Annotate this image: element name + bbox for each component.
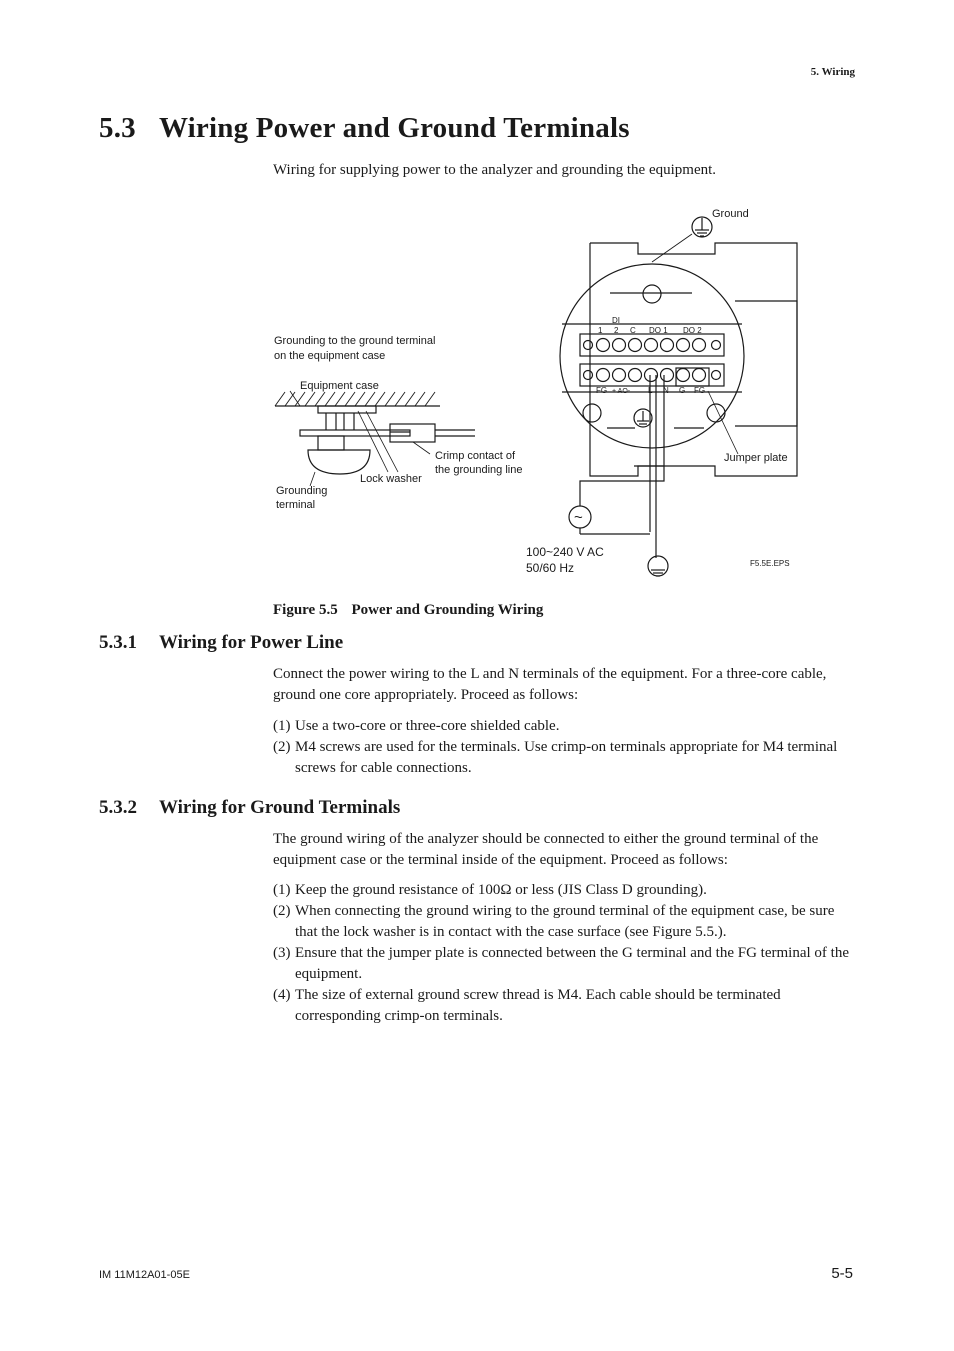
subsection-532-text: Wiring for Ground Terminals [159, 797, 401, 818]
label-g: G [679, 386, 686, 395]
label-on-case: on the equipment case [274, 350, 386, 362]
label-power-1: 100~240 V AC [526, 545, 604, 559]
list-item-number: (1) [273, 718, 291, 734]
list-item [273, 716, 858, 737]
figure-caption [273, 602, 543, 619]
section-title-text: Wiring Power and Ground Terminals [159, 112, 630, 144]
subsection-531-text: Wiring for Power Line [159, 632, 344, 653]
enclosure-top [590, 243, 797, 300]
label-tc: C [630, 326, 636, 335]
figure-number: Figure 5.5 [273, 602, 338, 618]
bolt-shank [318, 436, 344, 450]
label-n: N [663, 386, 669, 395]
label-lock-washer: Lock washer [360, 473, 422, 485]
label-crimp-1: Crimp contact of [435, 450, 516, 462]
upper-terminal-block [580, 334, 724, 356]
list-item-text: M4 screws are used for the terminals. Use crimp-on terminals appropriate for M4 terminal screws for cable connections. [295, 739, 838, 776]
label-equipment-case: Equipment case [300, 380, 379, 392]
subsection-531-title [99, 632, 343, 654]
list-item-text: Ensure that the jumper plate is connected between the G terminal and the FG terminal of the equipment. [295, 945, 849, 982]
subsection-531-paragraph: Connect the power wiring to the L and N terminals of the equipment. For a three-core cable, ground one core appropriately. Proceed as follows: [273, 666, 827, 703]
crimp-contact [390, 424, 435, 442]
list-item-text: When connecting the ground wiring to the ground terminal of the equipment case, be sure that the lock washer is in contact with the case surface (see Figure 5.5.). [295, 903, 835, 940]
label-power-2: 50/60 Hz [526, 561, 575, 575]
crimp-plate [300, 430, 410, 436]
intro-text: Wiring for supplying power to the analyzer and grounding the equipment. [273, 162, 717, 178]
wiring-figure [260, 196, 820, 596]
label-ground: Ground [712, 208, 749, 220]
page-number: 5-5 [831, 1265, 853, 1282]
label-grounding-to: Grounding to the ground terminal [274, 335, 436, 347]
label-di: DI [612, 316, 620, 325]
list-item-text: Keep the ground resistance of 100Ω or less (JIS Class D grounding). [295, 882, 707, 898]
subsection-531-list [273, 716, 858, 779]
subsection-532-list [273, 880, 858, 1027]
list-item-text: Use a two-core or three-core shielded cable. [295, 718, 560, 734]
washer [318, 406, 376, 413]
grounding-terminal-head [308, 450, 370, 474]
ground-wire-loop [735, 301, 797, 426]
subsection-532-number: 5.3.2 [99, 797, 137, 818]
list-item-number: (2) [273, 739, 291, 755]
label-fg: FG [596, 386, 608, 395]
list-item-text: The size of external ground screw thread is M4. Each cable should be terminated corresponding crimp-on terminals. [295, 987, 781, 1024]
running-header: 5. Wiring [810, 66, 855, 78]
list-item [273, 985, 858, 1027]
label-t2: 2 [614, 326, 619, 335]
ac-tilde: ~ [574, 509, 583, 526]
document-number: IM 11M12A01-05E [99, 1269, 190, 1281]
enclosure-bottom [590, 243, 797, 476]
label-grounding: Grounding [276, 485, 328, 497]
subsection-532-title [99, 797, 400, 819]
label-terminal: terminal [276, 499, 316, 511]
label-do2: DO 2 [683, 326, 702, 335]
list-item [273, 901, 858, 943]
list-item-number: (3) [273, 945, 291, 961]
label-l: L [648, 386, 653, 395]
label-file: F5.5E.EPS [750, 559, 790, 568]
subsection-531-number: 5.3.1 [99, 632, 137, 653]
list-item-number: (2) [273, 903, 291, 919]
figure-caption-text: Power and Grounding Wiring [351, 602, 544, 618]
section-title [99, 112, 630, 145]
subsection-532-paragraph: The ground wiring of the analyzer should be connected to either the ground terminal of the equipment case or the terminal inside of the equipment. Proceed as follows: [273, 831, 819, 868]
list-item [273, 943, 858, 985]
list-item-number: (1) [273, 882, 291, 898]
list-item [273, 737, 858, 779]
list-item [273, 880, 858, 901]
list-item-number: (4) [273, 987, 291, 1003]
label-do1: DO 1 [649, 326, 668, 335]
section-number: 5.3 [99, 112, 136, 144]
label-ao: + AO- [612, 388, 631, 395]
label-fg2: FG [694, 386, 706, 395]
lower-terminal-block [580, 364, 724, 386]
label-crimp-2: the grounding line [435, 464, 523, 476]
label-t1: 1 [598, 326, 603, 335]
label-jumper-plate: Jumper plate [724, 452, 788, 464]
